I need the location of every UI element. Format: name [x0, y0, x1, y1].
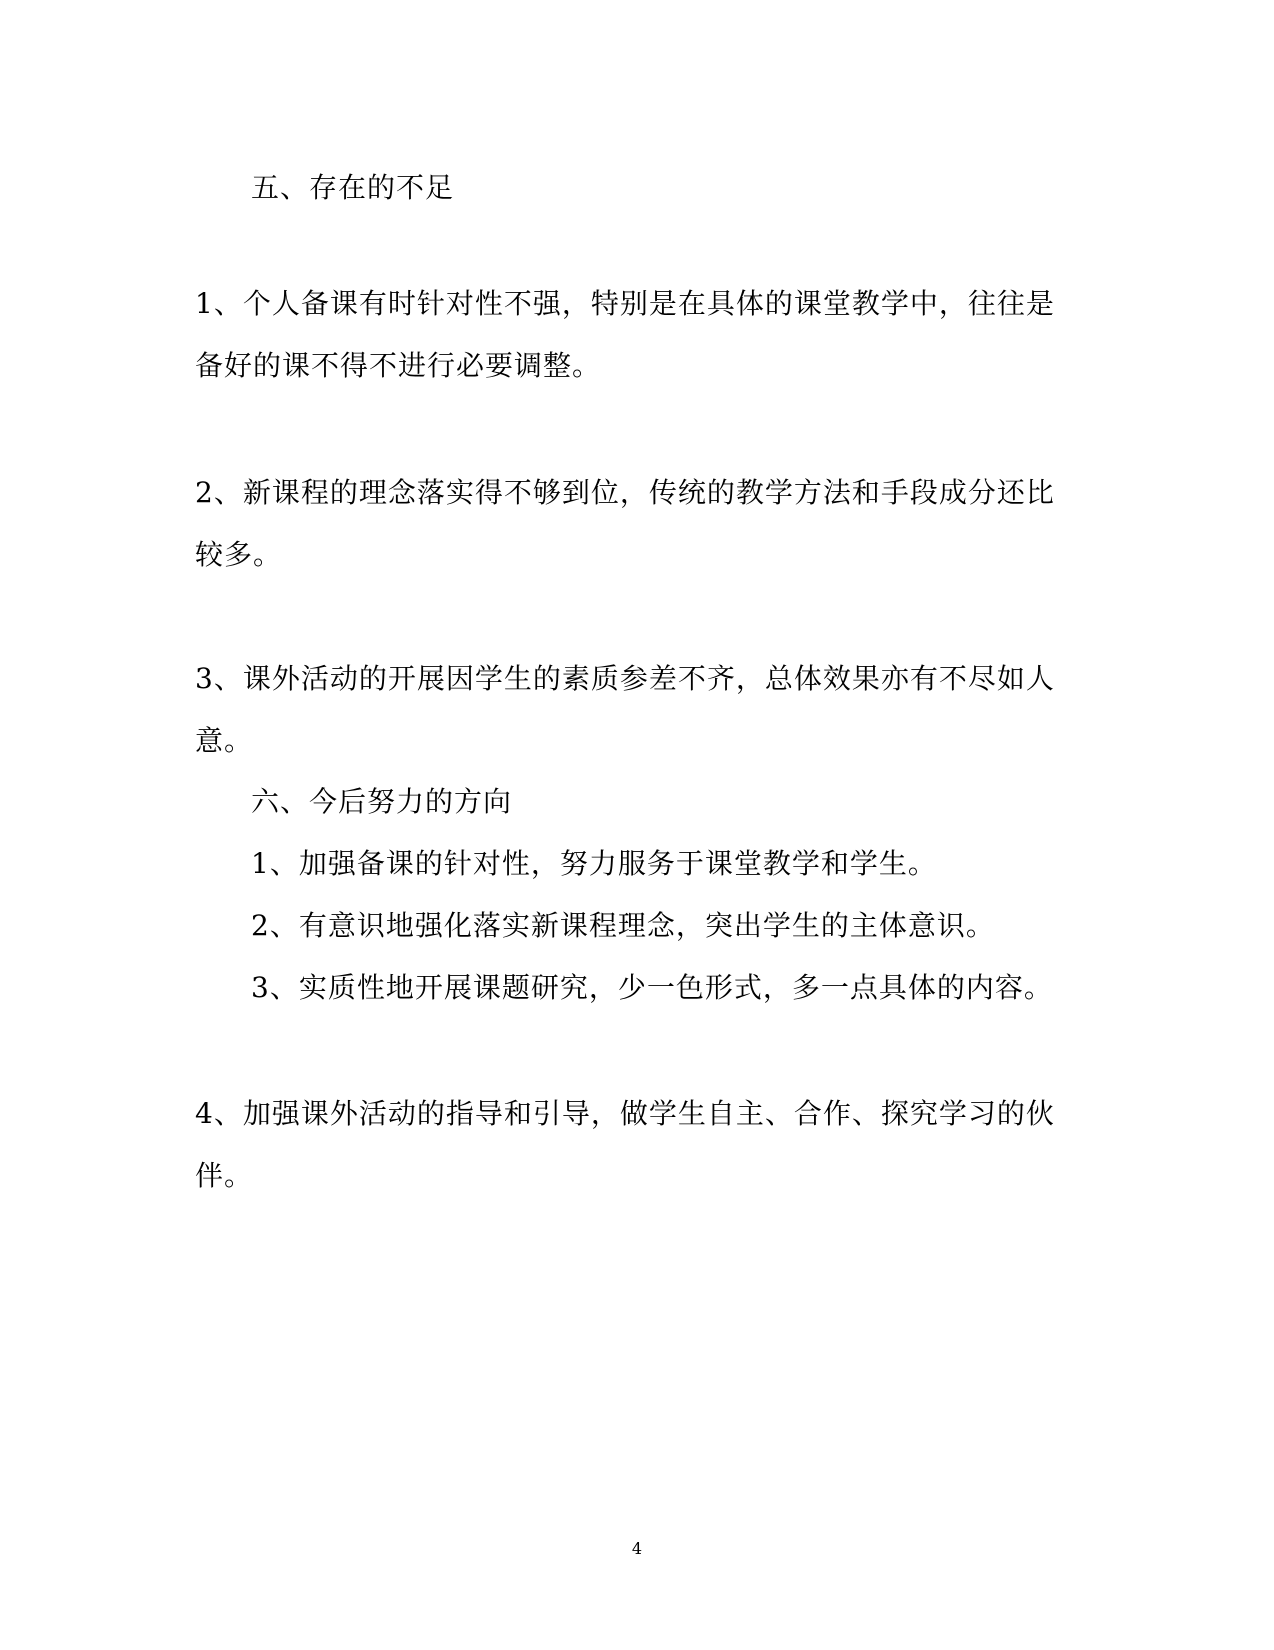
- section-five-item-1-line-1: 1、个人备课有时针对性不强，特别是在具体的课堂教学中，往往是: [195, 287, 1055, 320]
- page-number: 4: [631, 1539, 643, 1558]
- section-five-item-3-line-1: 3、课外活动的开展因学生的素质参差不齐，总体效果亦有不尽如人: [195, 662, 1055, 695]
- section-five-heading: 五、存在的不足: [251, 171, 455, 204]
- section-six-item-2: 2、有意识地强化落实新课程理念，突出学生的主体意识。: [251, 909, 995, 942]
- section-five-item-2-line-1: 2、新课程的理念落实得不够到位，传统的教学方法和手段成分还比: [195, 476, 1055, 509]
- section-six-item-4-line-2: 伴。: [195, 1159, 254, 1192]
- section-five-item-2-line-2: 较多。: [195, 538, 283, 571]
- section-five-item-3-line-2: 意。: [195, 724, 254, 757]
- section-six-item-1: 1、加强备课的针对性，努力服务于课堂教学和学生。: [251, 847, 937, 880]
- section-six-heading: 六、今后努力的方向: [251, 785, 513, 818]
- section-six-item-3: 3、实质性地开展课题研究，少一色形式，多一点具体的内容。: [251, 971, 1053, 1004]
- section-five-item-1-line-2: 备好的课不得不进行必要调整。: [195, 349, 602, 382]
- section-six-item-4-line-1: 4、加强课外活动的指导和引导，做学生自主、合作、探究学习的伙: [195, 1097, 1055, 1130]
